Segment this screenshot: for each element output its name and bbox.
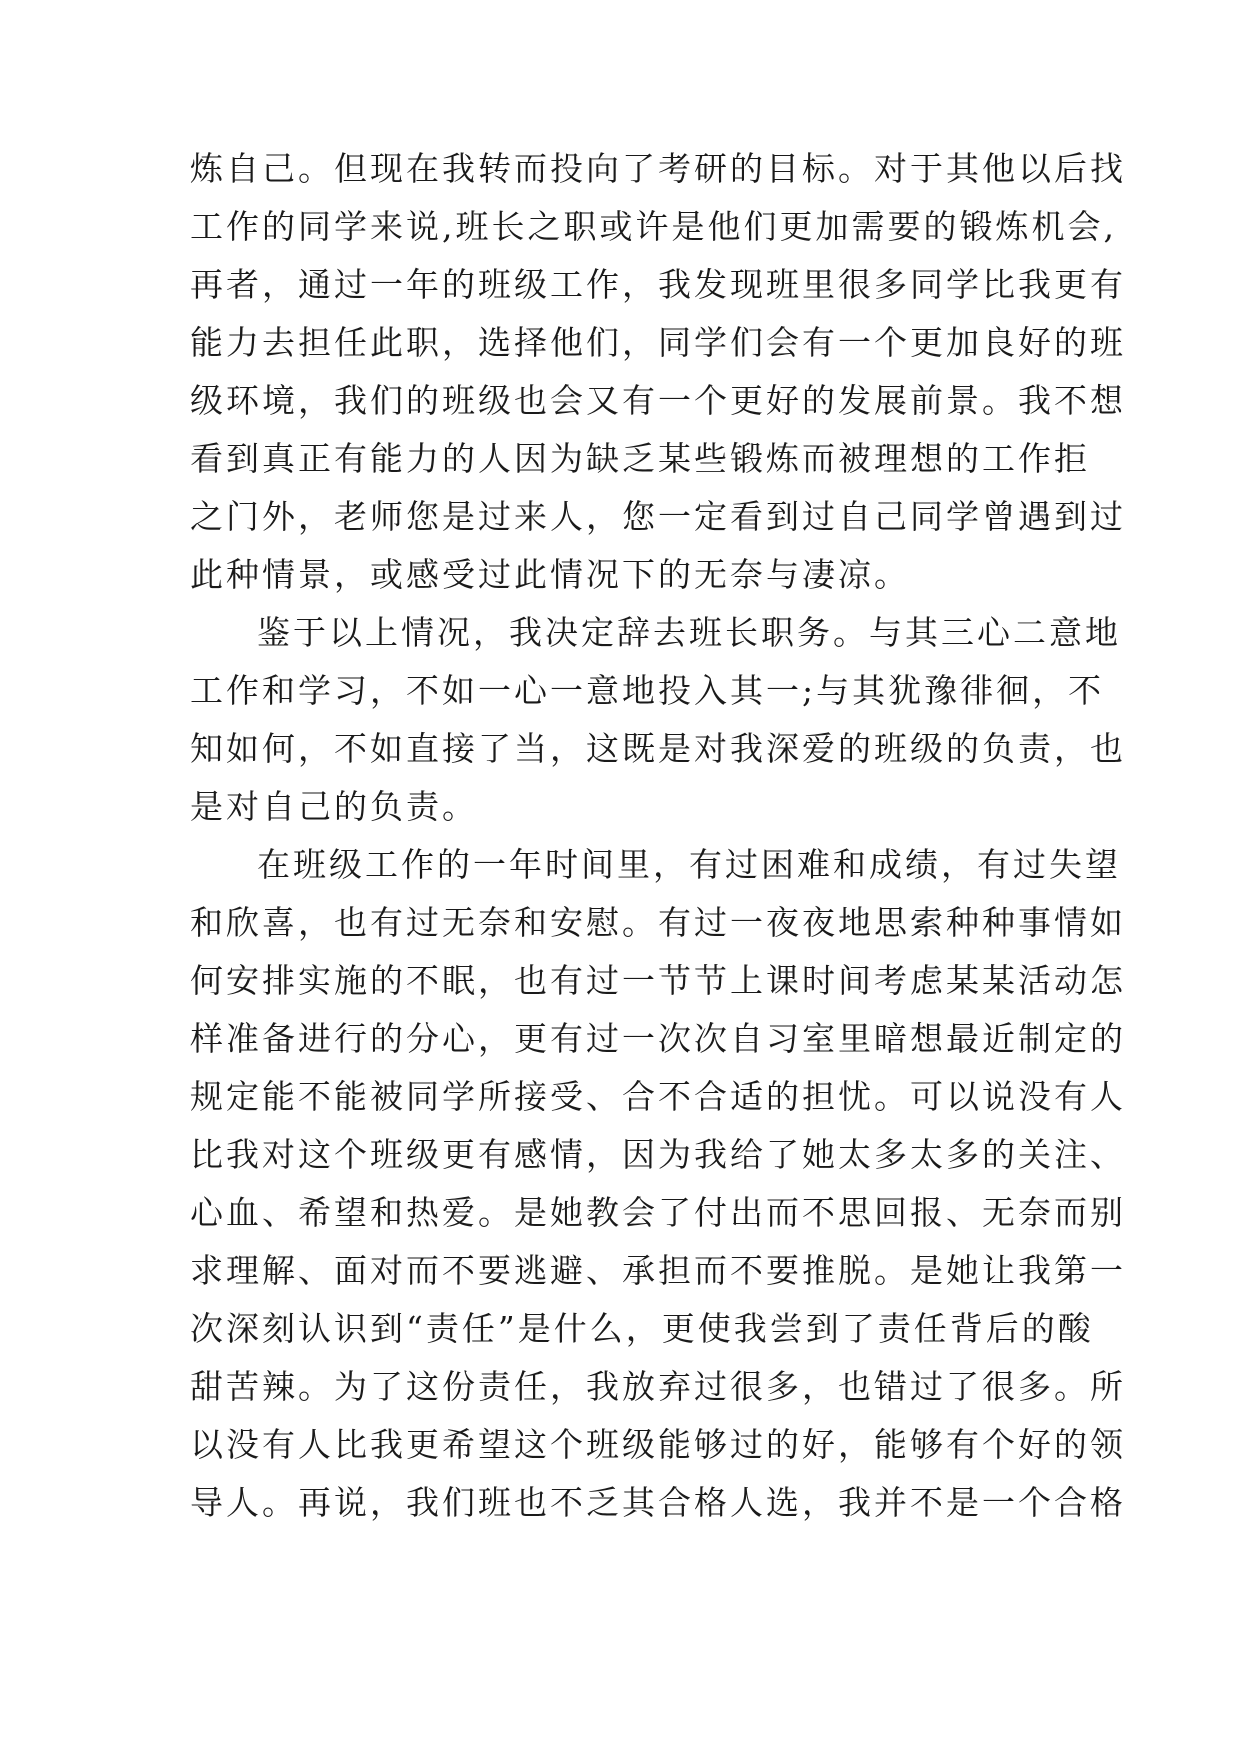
text-line: 此种情景，或感受过此情况下的无奈与凄凉。 — [190, 555, 910, 594]
text-line: 看到真正有能力的人因为缺乏某些锻炼而被理想的工作拒 — [190, 439, 1090, 478]
text-line: 求理解、面对而不要逃避、承担而不要推脱。是她让我第一 — [190, 1251, 1126, 1290]
text-line: 知如何，不如直接了当，这既是对我深爱的班级的负责，也 — [190, 729, 1126, 768]
text-line: 样准备进行的分心，更有过一次次自习室里暗想最近制定的 — [190, 1019, 1126, 1058]
text-line: 次深刻认识到“责任”是什么，更使我尝到了责任背后的酸 — [190, 1309, 1094, 1348]
text-line: 级环境，我们的班级也会又有一个更好的发展前景。我不想 — [190, 381, 1126, 420]
text-line: 是对自己的负责。 — [190, 787, 478, 826]
paragraph-start-line: 鉴于以上情况，我决定辞去班长职务。与其三心二意地 — [257, 613, 1121, 652]
text-line: 之门外，老师您是过来人，您一定看到过自己同学曾遇到过 — [190, 497, 1126, 536]
paragraph-start-line: 在班级工作的一年时间里，有过困难和成绩，有过失望 — [257, 845, 1121, 884]
text-line: 导人。再说，我们班也不乏其合格人选，我并不是一个合格 — [190, 1483, 1126, 1522]
text-line: 何安排实施的不眠，也有过一节节上课时间考虑某某活动怎 — [190, 961, 1126, 1000]
text-line: 规定能不能被同学所接受、合不合适的担忧。可以说没有人 — [190, 1077, 1126, 1116]
text-line: 甜苦辣。为了这份责任，我放弃过很多，也错过了很多。所 — [190, 1367, 1126, 1406]
text-line: 工作的同学来说,班长之职或许是他们更加需要的锻炼机会, — [190, 207, 1117, 246]
text-line: 炼自己。但现在我转而投向了考研的目标。对于其他以后找 — [190, 149, 1126, 188]
text-line: 再者，通过一年的班级工作，我发现班里很多同学比我更有 — [190, 265, 1126, 304]
text-line: 和欣喜，也有过无奈和安慰。有过一夜夜地思索种种事情如 — [190, 903, 1126, 942]
text-line: 比我对这个班级更有感情，因为我给了她太多太多的关注、 — [190, 1135, 1126, 1174]
text-line: 能力去担任此职，选择他们，同学们会有一个更加良好的班 — [190, 323, 1126, 362]
body-text — [190, 140, 1126, 1532]
text-line: 以没有人比我更希望这个班级能够过的好，能够有个好的领 — [190, 1425, 1126, 1464]
text-line: 心血、希望和热爱。是她教会了付出而不思回报、无奈而别 — [190, 1193, 1126, 1232]
text-line: 工作和学习，不如一心一意地投入其一;与其犹豫徘徊，不 — [190, 671, 1105, 710]
